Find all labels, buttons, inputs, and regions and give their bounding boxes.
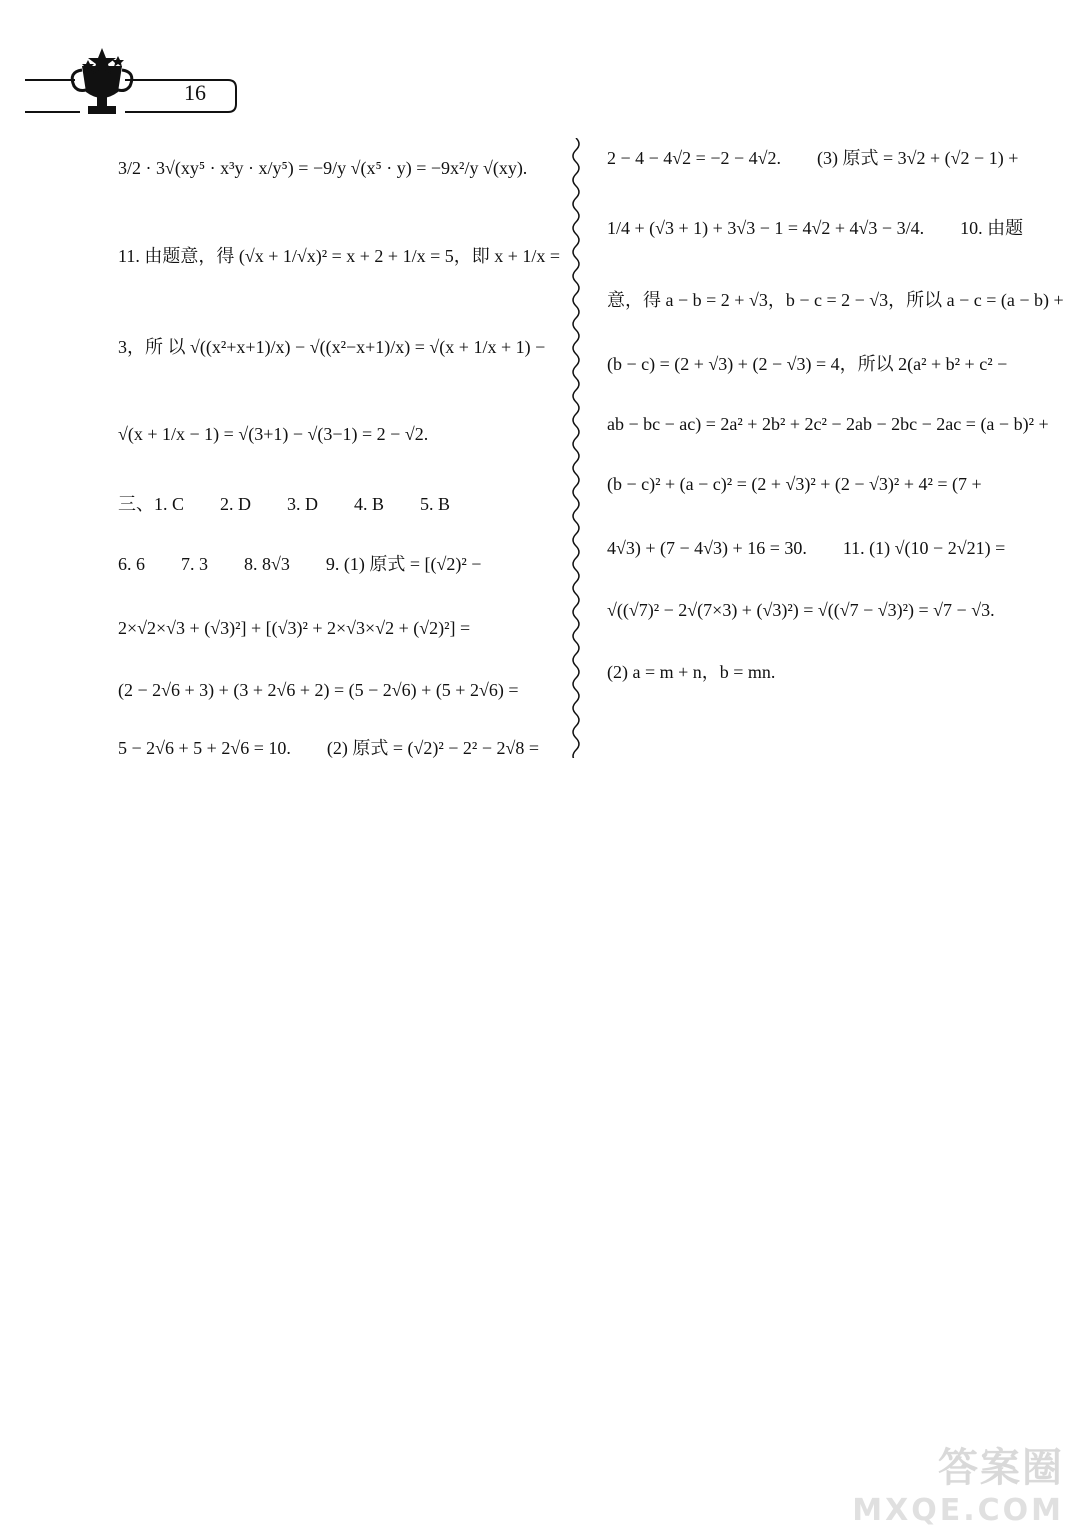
- answer-line: (b − c) = (2 + √3) + (2 − √3) = 4，所以 2(a² + b² + c² −: [607, 354, 1008, 374]
- answer-line: 4√3) + (7 − 4√3) + 16 = 30. 11. (1) √(10 − 2√21) =: [607, 538, 1006, 558]
- answer-line: 1/4 + (√3 + 1) + 3√3 − 1 = 4√2 + 4√3 − 3/4. 10. 由题: [607, 218, 1024, 238]
- page-header: [0, 0, 300, 130]
- watermark-cn: 答案圈: [938, 1445, 1064, 1491]
- answer-line: 2×√2×√3 + (√3)²] + [(√3)² + 2×√3×√2 + (√2)²] =: [118, 618, 471, 638]
- answer-line: 5 − 2√6 + 5 + 2√6 = 10. (2) 原式 = (√2)² − 2² − 2√8 =: [118, 738, 539, 758]
- answer-line: 11. 由题意，得 (√x + 1/√x)² = x + 2 + 1/x = 5，即 x + 1/x =: [118, 246, 561, 266]
- answer-line: 意，得 a − b = 2 + √3，b − c = 2 − √3，所以 a − c = (a − b) +: [607, 290, 1064, 310]
- answer-line: √(x + 1/x − 1) = √(3+1) − √(3−1) = 2 − √2.: [118, 424, 429, 444]
- column-divider: [566, 138, 586, 758]
- answer-line: (2 − 2√6 + 3) + (3 + 2√6 + 2) = (5 − 2√6) + (5 + 2√6) =: [118, 680, 519, 700]
- watermark-en: MXQE.COM: [852, 1493, 1064, 1528]
- answer-line: 3/2 · 3√(xy⁵ · x³y · x/y⁵) = −9/y √(x⁵ · y) = −9x²/y √(xy).: [118, 158, 528, 178]
- trophy-star-icon: [72, 48, 132, 114]
- watermark: [852, 1436, 1064, 1528]
- page-number: 16: [184, 80, 206, 105]
- answer-line: 6. 6 7. 3 8. 8√3 9. (1) 原式 = [(√2)² −: [118, 554, 482, 574]
- header-frame: [0, 0, 300, 130]
- answer-line: (b − c)² + (a − c)² = (2 + √3)² + (2 − √3)² + 4² = (7 +: [607, 474, 982, 494]
- answer-line: √((√7)² − 2√(7×3) + (√3)²) = √((√7 − √3)²) = √7 − √3.: [607, 600, 995, 620]
- answer-line: 三、1. C 2. D 3. D 4. B 5. B: [118, 494, 451, 514]
- answer-line: (2) a = m + n，b = mn.: [607, 662, 776, 682]
- answer-line: ab − bc − ac) = 2a² + 2b² + 2c² − 2ab − 2bc − 2ac = (a − b)² +: [607, 414, 1049, 434]
- answer-line: 3，所 以 √((x²+x+1)/x) − √((x²−x+1)/x) = √(x + 1/x + 1) −: [118, 337, 546, 357]
- answer-line: 2 − 4 − 4√2 = −2 − 4√2. (3) 原式 = 3√2 + (√2 − 1) +: [607, 148, 1019, 168]
